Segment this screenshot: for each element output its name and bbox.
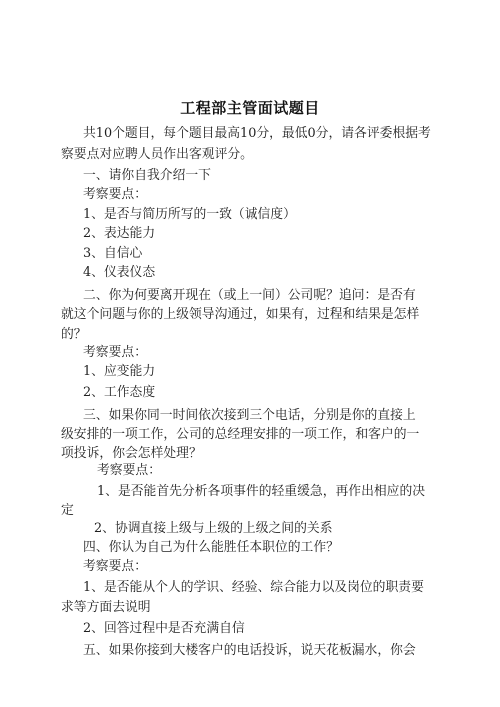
text-line: 2、工作态度 [83, 385, 156, 400]
text-line: 1、是否与简历所写的一致（诚信度） [83, 207, 296, 222]
text-line: 就这个问题与你的上级领导沟通过，如果有，过程和结果是怎样 [61, 307, 420, 322]
text-line: 共10个题目，每个题目最高10分，最低0分，请各评委根据考 [83, 126, 431, 141]
text-line: 求等方面去说明 [61, 600, 151, 615]
text-line: 4、仪表仪态 [83, 265, 156, 280]
text-line: 3、自信心 [83, 246, 143, 261]
text-line: 项投诉，你会怎样处理？ [61, 446, 202, 461]
text-line: 2、表达能力 [83, 226, 156, 241]
text-line: 三、如果你同一时间依次接到三个电话，分别是你的直接上 [83, 408, 416, 423]
text-line: 1、是否能从个人的学识、经验、综合能力以及岗位的职责要 [83, 580, 424, 595]
text-line: 二、你为何要离开现在（或上一间）公司呢？追问：是否有 [83, 288, 416, 303]
text-line: 考察要点： [83, 187, 147, 202]
text-line: 1、应变能力 [83, 364, 156, 379]
text-line: 考察要点： [83, 345, 147, 360]
document-title: 工程部主管面试题目 [180, 99, 320, 117]
text-line: 2、回答过程中是否充满自信 [83, 621, 245, 636]
text-line: 定 [61, 503, 74, 518]
text-line: 2、协调直接上级与上级的上级之间的关系 [94, 521, 333, 536]
text-line: 1、是否能首先分析各项事件的轻重缓急，再作出相应的决 [97, 484, 426, 499]
text-line: 一、请你自我介绍一下 [83, 168, 211, 183]
text-line: 考察要点： [97, 463, 161, 478]
text-line: 五、如果你接到大楼客户的电话投诉，说天花板漏水，你会 [83, 643, 416, 658]
text-line: 察要点对应聘人员作出客观评分。 [61, 147, 253, 162]
text-line: 四、你认为自己为什么能胜任本职位的工作？ [83, 540, 339, 555]
text-line: 考察要点： [83, 559, 147, 574]
text-line: 级安排的一项工作，公司的总经理安排的一项工作，和客户的一 [61, 427, 420, 442]
text-line: 的？ [61, 327, 87, 342]
